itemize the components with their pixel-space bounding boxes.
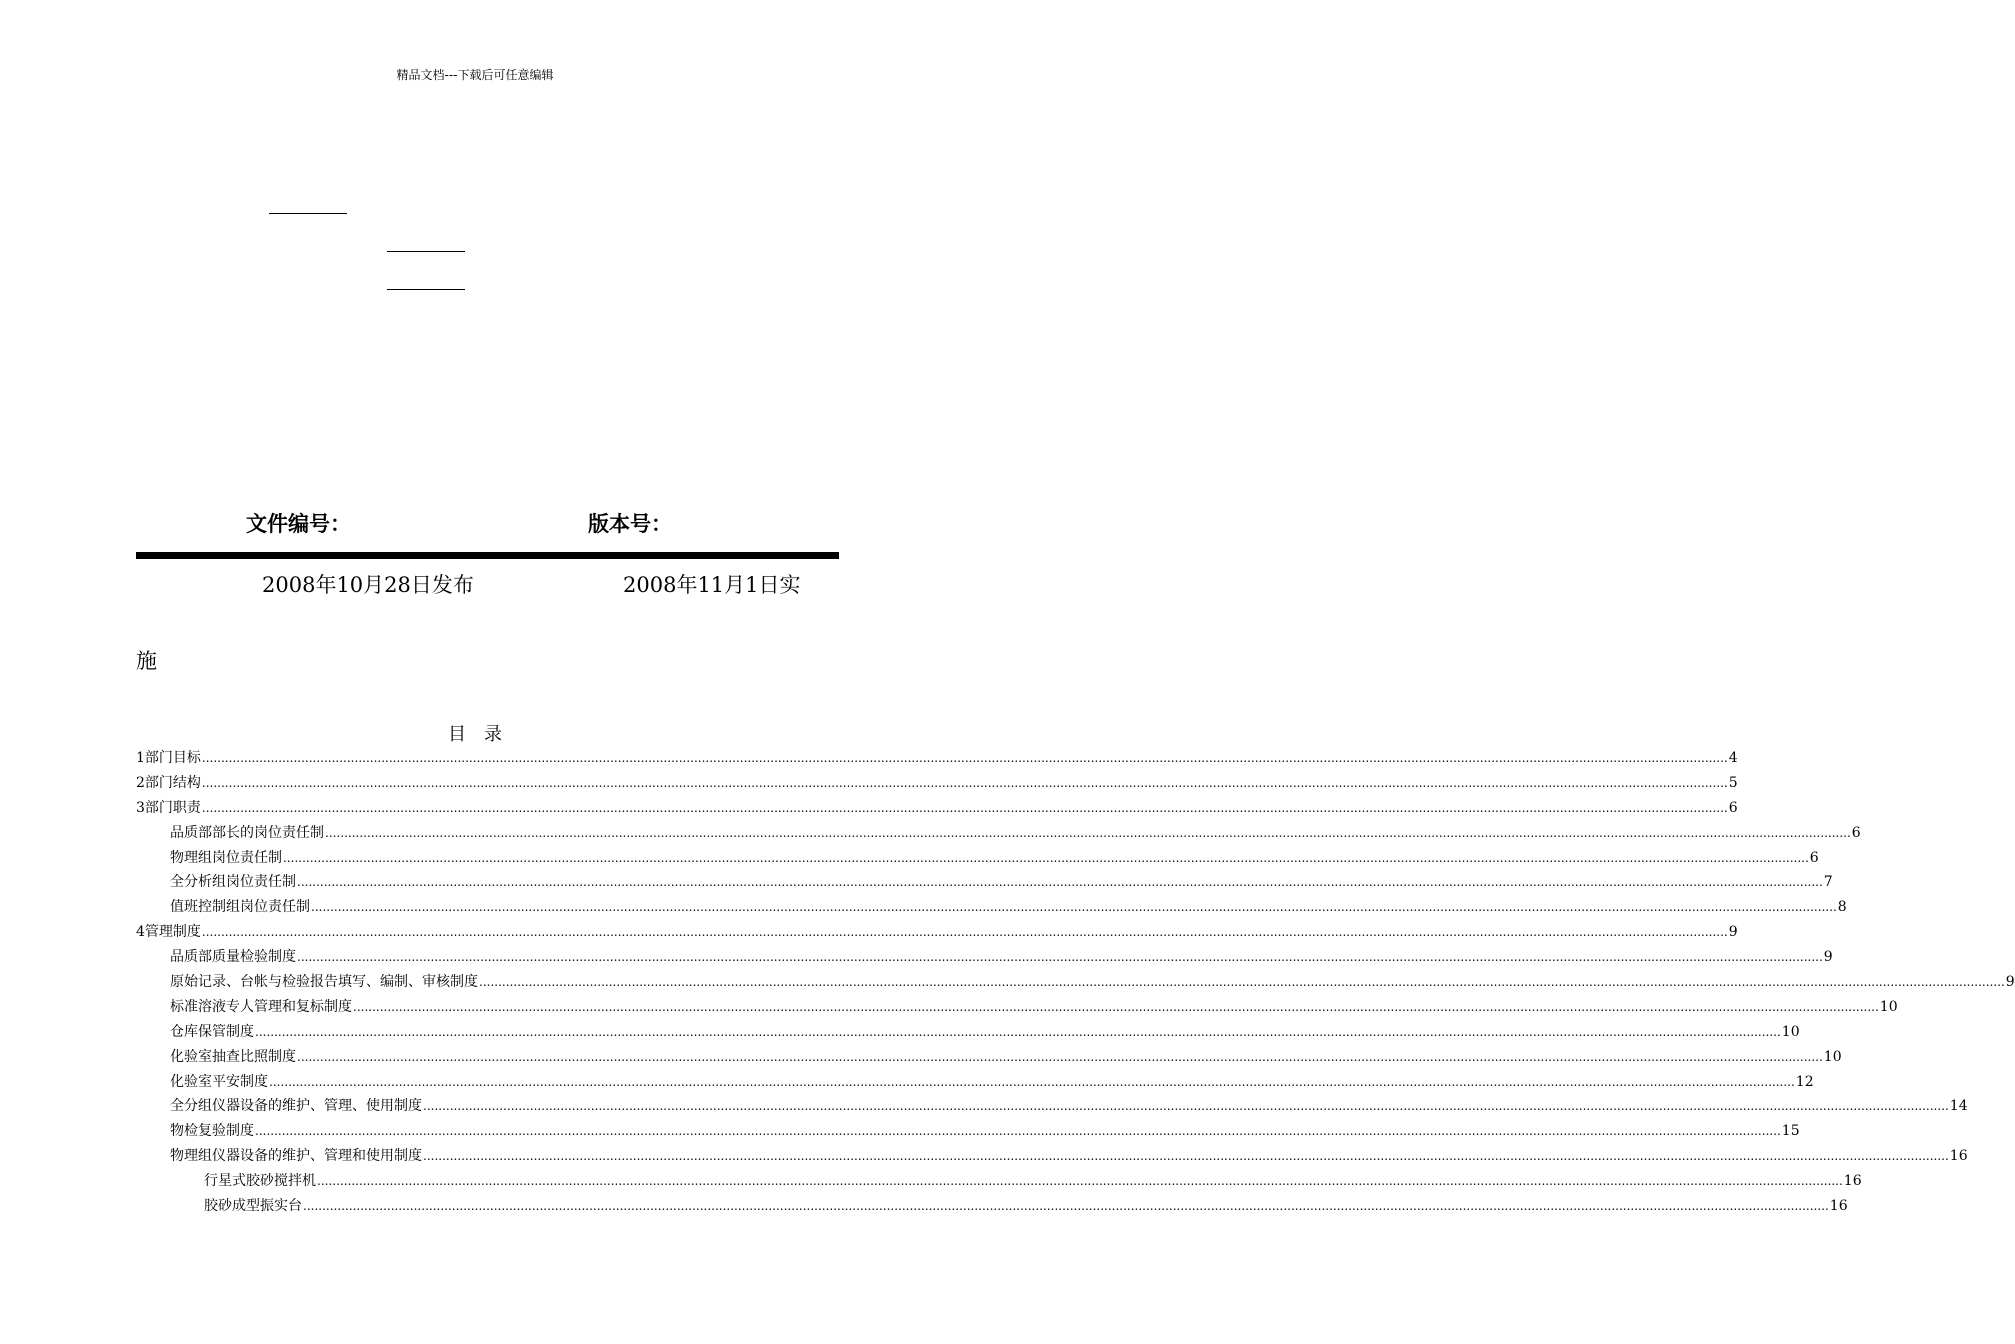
toc-entry-page: 16 [1949, 1148, 1968, 1165]
toc-leader-dots: ................................................................................................................................................................................................................................................................................................................................................................................................................ [297, 950, 1823, 965]
toc-entry-page: 15 [1781, 1123, 1800, 1140]
toc-entry[interactable] [136, 1045, 1842, 1070]
toc-entry-page: 8 [1837, 899, 1847, 916]
toc-leader-dots: ................................................................................................................................................................................................................................................................................................................................................................................................................ [201, 925, 1728, 940]
toc-leader-dots: ................................................................................................................................................................................................................................................................................................................................................................................................................ [201, 751, 1728, 765]
toc-leader-dots: ................................................................................................................................................................................................................................................................................................................................................................................................................ [325, 825, 1851, 840]
toc-entry-page: 10 [1879, 998, 1898, 1015]
toc-entry[interactable] [136, 846, 1819, 871]
toc-leader-dots: ................................................................................................................................................................................................................................................................................................................................................................................................................ [303, 1199, 1829, 1214]
toc-leader-dots: ................................................................................................................................................................................................................................................................................................................................................................................................................ [201, 775, 1728, 790]
divider-rule [136, 552, 839, 559]
toc-entry-page: 6 [1728, 799, 1738, 816]
toc-entry-page: 12 [1795, 1073, 1814, 1090]
doc-number-label: 文件编号： [246, 512, 351, 536]
header-note: 精品文档---下载后可任意编辑 [396, 68, 554, 82]
toc-entry[interactable] [136, 1144, 1968, 1169]
toc-leader-dots: ................................................................................................................................................................................................................................................................................................................................................................................................................ [297, 1049, 1823, 1064]
effective-date-wrap: 施 [136, 649, 157, 673]
title-blank-line-1 [269, 213, 347, 214]
toc-entry[interactable] [136, 895, 1847, 920]
title-blank-line-2 [387, 251, 465, 252]
publish-date: 2008年10月28日发布 [262, 573, 474, 597]
toc-entry-page: 16 [1843, 1173, 1862, 1190]
toc-entry-text: 3部门职责 [136, 799, 201, 816]
toc-entry[interactable] [136, 1094, 1968, 1119]
toc-entry[interactable] [136, 821, 1861, 846]
toc-entry-text: 胶砂成型振实台 [204, 1198, 302, 1215]
toc-leader-dots: ................................................................................................................................................................................................................................................................................................................................................................................................................ [297, 875, 1823, 890]
toc-entry-page: 4 [1728, 750, 1738, 766]
toc-entry-page: 9 [1728, 924, 1738, 941]
toc-entry-page: 7 [1823, 874, 1833, 891]
toc-entry-text: 仓库保管制度 [170, 1023, 254, 1040]
toc-entry-page: 14 [1949, 1098, 1968, 1115]
toc-entry-text: 1部门目标 [136, 750, 201, 766]
toc-entry-text: 值班控制组岗位责任制 [170, 899, 310, 916]
toc-entry-page: 16 [1829, 1198, 1848, 1215]
toc-leader-dots: ................................................................................................................................................................................................................................................................................................................................................................................................................ [283, 850, 1809, 865]
toc-leader-dots: ................................................................................................................................................................................................................................................................................................................................................................................................................ [353, 999, 1879, 1014]
toc-entry[interactable] [136, 1119, 1800, 1144]
table-of-contents [136, 746, 2015, 1219]
toc-entry[interactable] [136, 945, 1833, 970]
toc-leader-dots: ................................................................................................................................................................................................................................................................................................................................................................................................................ [479, 975, 2005, 990]
toc-leader-dots: ................................................................................................................................................................................................................................................................................................................................................................................................................ [423, 1149, 1949, 1164]
toc-entry-text: 化验室抽查比照制度 [170, 1048, 296, 1065]
toc-entry-page: 10 [1823, 1048, 1842, 1065]
toc-entry[interactable] [136, 995, 1898, 1020]
toc-entry-text: 4管理制度 [136, 924, 201, 941]
version-label: 版本号： [588, 512, 672, 536]
effective-date: 2008年11月1日实 [623, 573, 801, 597]
toc-entry[interactable] [136, 746, 1738, 771]
toc-entry[interactable] [136, 796, 1738, 821]
toc-entry-text: 全分析组岗位责任制 [170, 874, 296, 891]
toc-entry-text: 2部门结构 [136, 774, 201, 791]
toc-entry-page: 9 [1823, 949, 1833, 966]
toc-entry-text: 全分组仪器设备的维护、管理、使用制度 [170, 1098, 422, 1115]
toc-entry-text: 物理组岗位责任制 [170, 849, 282, 866]
toc-entry-text: 标准溶液专人管理和复标制度 [170, 998, 352, 1015]
toc-entry-text: 物检复验制度 [170, 1123, 254, 1140]
toc-leader-dots: ................................................................................................................................................................................................................................................................................................................................................................................................................ [311, 900, 1837, 915]
toc-leader-dots: ................................................................................................................................................................................................................................................................................................................................................................................................................ [317, 1174, 1843, 1189]
toc-entry[interactable] [136, 920, 1738, 945]
toc-leader-dots: ................................................................................................................................................................................................................................................................................................................................................................................................................ [201, 800, 1728, 815]
toc-entry-page: 5 [1728, 774, 1738, 791]
toc-entry-page: 6 [1851, 824, 1861, 841]
toc-leader-dots: ................................................................................................................................................................................................................................................................................................................................................................................................................ [255, 1124, 1781, 1139]
toc-entry-page: 6 [1809, 849, 1819, 866]
toc-entry-text: 物理组仪器设备的维护、管理和使用制度 [170, 1148, 422, 1165]
toc-entry[interactable] [136, 1070, 1814, 1095]
toc-entry-text: 行星式胶砂搅拌机 [204, 1173, 316, 1190]
toc-entry[interactable] [136, 771, 1738, 796]
toc-entry-text: 化验室平安制度 [170, 1073, 268, 1090]
toc-entry[interactable] [136, 970, 2015, 995]
toc-leader-dots: ................................................................................................................................................................................................................................................................................................................................................................................................................ [255, 1024, 1781, 1039]
toc-entry-page: 9 [2005, 974, 2015, 991]
toc-entry-text: 品质部质量检验制度 [170, 949, 296, 966]
toc-entry[interactable] [136, 1194, 1848, 1219]
toc-entry-text: 品质部部长的岗位责任制 [170, 824, 324, 841]
toc-entry-text: 原始记录、台帐与检验报告填写、编制、审核制度 [170, 974, 478, 991]
toc-entry[interactable] [136, 1020, 1800, 1045]
title-blank-line-3 [387, 289, 465, 290]
toc-title: 目录 [448, 724, 520, 745]
toc-leader-dots: ................................................................................................................................................................................................................................................................................................................................................................................................................ [423, 1099, 1949, 1114]
toc-entry-page: 10 [1781, 1023, 1800, 1040]
toc-leader-dots: ................................................................................................................................................................................................................................................................................................................................................................................................................ [269, 1074, 1795, 1089]
toc-entry[interactable] [136, 870, 1833, 895]
toc-entry[interactable] [136, 1169, 1862, 1194]
